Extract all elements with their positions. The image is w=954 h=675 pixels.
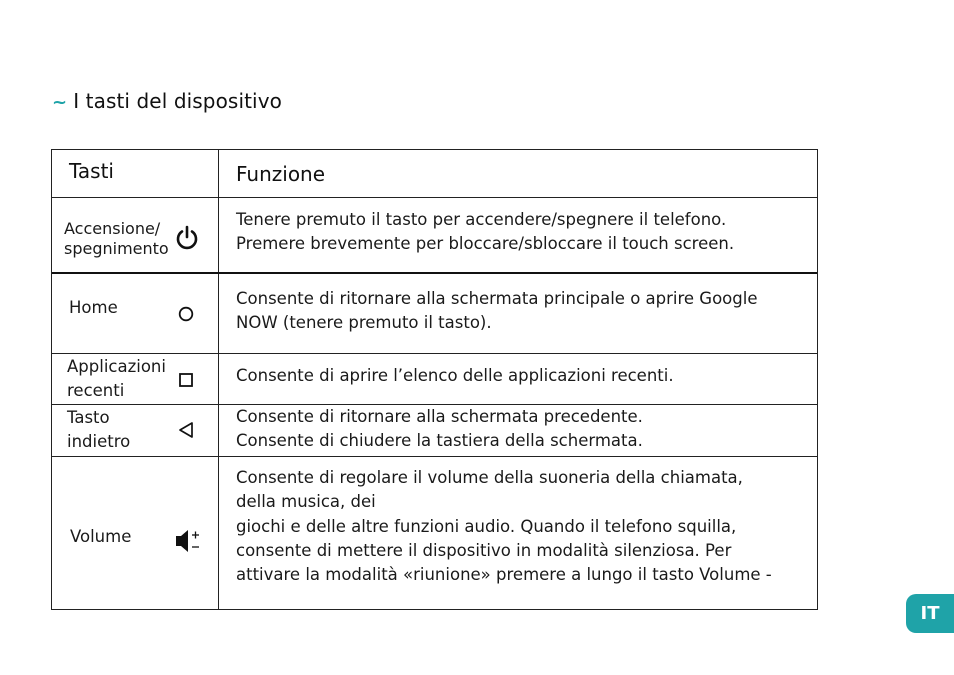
home-circle-icon — [178, 306, 194, 322]
keys-table — [51, 149, 818, 610]
table-row-back — [52, 405, 817, 457]
key-name-recent-apps: Applicazioni recenti — [67, 357, 166, 400]
table-header-row — [52, 150, 817, 198]
desc-recent-apps: Consente di aprire l’elenco delle applicazioni recenti. — [236, 366, 674, 385]
key-name-volume: Volume — [70, 527, 132, 546]
table-row-recent-apps — [52, 354, 817, 405]
header-function: Funzione — [236, 162, 326, 186]
recent-apps-square-icon — [179, 373, 193, 387]
desc-back: Consente di ritornare alla schermata precedente. Consente di chiudere la tastiera della schermata. — [236, 407, 643, 451]
key-name-power: Accensione/ spegnimento — [64, 219, 169, 258]
section-heading — [52, 89, 282, 113]
heading-title: I tasti del dispositivo — [73, 89, 282, 113]
volume-icon — [174, 528, 202, 554]
power-icon — [175, 225, 199, 251]
table-row-power — [52, 198, 817, 274]
heading-tilde: ~ — [52, 92, 68, 113]
key-name-back: Tasto indietro — [67, 408, 131, 451]
table-row-volume — [52, 457, 817, 609]
back-triangle-icon — [178, 421, 194, 439]
desc-home: Consente di ritornare alla schermata principale o aprire Google NOW (tenere premuto il tasto). — [236, 289, 758, 333]
language-tab: IT — [906, 594, 954, 633]
desc-power: Tenere premuto il tasto per accendere/spegnere il telefono. Premere brevemente per bloccare/sbloccare il touch screen. — [236, 210, 735, 254]
table-row-home — [52, 274, 817, 354]
header-keys: Tasti — [69, 159, 114, 183]
key-name-home: Home — [69, 298, 118, 317]
desc-volume: Consente di regolare il volume della suoneria della chiamata, della musica, dei giochi e delle altre funzioni audio. Quando il telefono squilla, consente di mettere il dispositivo in modalità silenziosa. Per attivare la modalità «riunione» premere a lungo il tasto Volume - — [236, 468, 772, 585]
